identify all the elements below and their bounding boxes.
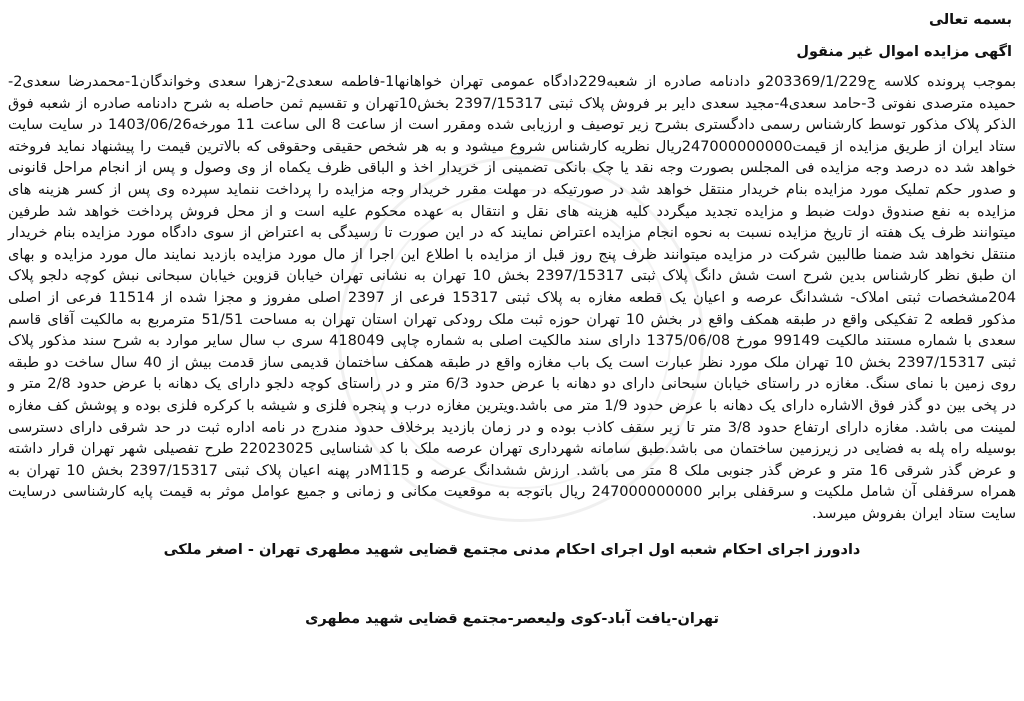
announcement-page xyxy=(8,6,1016,696)
announcement-title: اگهی مزایده اموال غیر منقول xyxy=(796,44,1012,60)
signature-line: دادورز اجرای احکام شعبه اول اجرای احکام مدنی مجتمع قضایی شهید مطهری تهران - اصغر ملکی xyxy=(163,541,861,558)
address-line: تهران-یافت آباد-کوی ولیعصر-مجتمع قضایی شهید مطهری xyxy=(305,610,719,627)
bismillah-heading: بسمه تعالی xyxy=(929,12,1012,28)
announcement-body: بموجب پرونده کلاسه ج203369/1/229و دادنامه صادره از شعبه229دادگاه عمومی تهران خواهانها1-فاطمه سعدی2-زهرا سعدی وخواندگان1-محمدرضا سعدی2-حمیده مترصدی نفوتی 3-حامد سعدی4-مجید سعدی دایر بر فروش پلاک ثبتی 2397/15317 بخش10تهران و تقسیم ثمن حاصله به شرح دادنامه صادره از شعبه فوق الذکر پلاک مذکور توسط کارشناس رسمی دادگستری بشرح زیر توصیف و ارزیابی شده ومقرر است از ساعت 8 الی ساعت 11 مورخه1403/06/26 در سایت سایت ستاد ایران از طریق مزایده از قیمت247000000000ریال نظریه کارشناس شروع میشود و به هر شخص حقیقی وحقوقی که بالاترین قیمت را پیشنهاد نماید فروخته خواهد شد ده درصد وجه مزایده فی المجلس بصورت وجه نقد یا چک بانکی تضمینی از خریدار اخذ و الباقی ظرف یکماه از وی وصول و پس از انجام مراحل قانونی و صدور حکم تملیک مورد مزایده بنام خریدار منتقل خواهد شد در صورتیکه در مهلت مقرر خریدار وجه مزایده را پرداخت ننماید سپرده وی پس از کسر هزینه های مزایده به نفع صندوق دولت ضبط و مزایده تجدید میگردد کلیه هزینه های نقل و انتقال به عهده محکوم علیه است و از محل فروش پرداخت خواهد شد طرفین میتوانند ظرف یک هفته از تاریخ مزایده نسبت به نحوه انجام مزایده اعتراض نمایند که در این صورت تا رسیدگی به اعتراض از سوی دادگاه مورد مزایده بنام خریدار منتقل نخواهد شد ضمنا طالبین شرکت در مزایده میتوانند ظرف پنج روز قبل از مزایده با اطلاع این اجرا از مال مورد مزایده بازدید نمایند مال مورد مزایده و بهای ان طبق نظر کارشناس بدین شرح است شش دانگ پلاک ثبتی 2397/15317 بخش 10 تهران به نشانی تهران خیابان قزوین خیابان سبحانی نبش کوچه دلجو پلاک 204مشخصات ثبتی املاک- ششدانگ عرصه و اعیان یک قطعه مغازه به پلاک ثبتی 15317 فرعی از 2397 اصلی مفروز و مجزا شده از 11514 فرعی از اصلی مذکور قطعه 2 تفکیکی واقع در طبقه همکف واقع در بخش 10 تهران حوزه ثبت ملک رودکی تهران استان تهران به مساحت 51/51 مترمربع به مالکیت آقای قاسم سعدی با شماره مستند مالکیت 99149 مورخ 1375/06/08 دارای سند مالکیت اصلی به شماره چاپی 418049 سری ب سال سایر موارد به شرح سند مذکور پلاک ثبتی 2397/15317 بخش 10 تهران ملک مورد نظر عبارت است یک باب مغازه واقع در طبقه همکف ساختمان قدیمی ساز قدمت بیش از 40 سال ساخت دو طبقه روی زمین با نمای سنگ. مغازه در راستای خیابان سبحانی دارای دو دهانه با عرض حدود 6/3 متر و در راستای کوچه دلجو دارای یک دهانه با عرض حدود 2/8 متر و در پخی بین دو گذر فوق الاشاره دارای یک دهانه با عرض حدود 1/9 متر می باشد.ویترین مغازه درب و پنجره فلزی و شیشه با کرکره فلزی بوده و پوشش کف مغازه لمینت می باشد. مغازه دارای ارتفاع حدود 3/8 متر تا زیر سقف کاذب بوده و در زمان بازدید برخلاف حدود مندرج در نامه اداره ثبت در حد شرقی دارای دسترسی بوسیله راه پله به فضایی در زیرزمین ساختمان می باشد.طبق سامانه شهرداری تهران عرصه ملک با کد شناسایی 22023025 طرح تفصیلی شهر تهران قرار داشته و عرض گذر شرقی 16 متر و عرض گذر جنوبی ملک 8 متر می باشد. ارزش ششدانگ عرصه و M115در پهنه اعیان پلاک ثبتی 2397/15317 بخش 10 تهران به همراه سرقفلی آن شامل ملکیت و سرقفلی برابر 247000000000 ریال باتوجه به موقعیت مکانی و زمانی و جمیع عوامل موثر به قیمت پایه کارشناسی درسایت سایت ستاد ایران بفروش میرسد. xyxy=(8,74,1017,522)
